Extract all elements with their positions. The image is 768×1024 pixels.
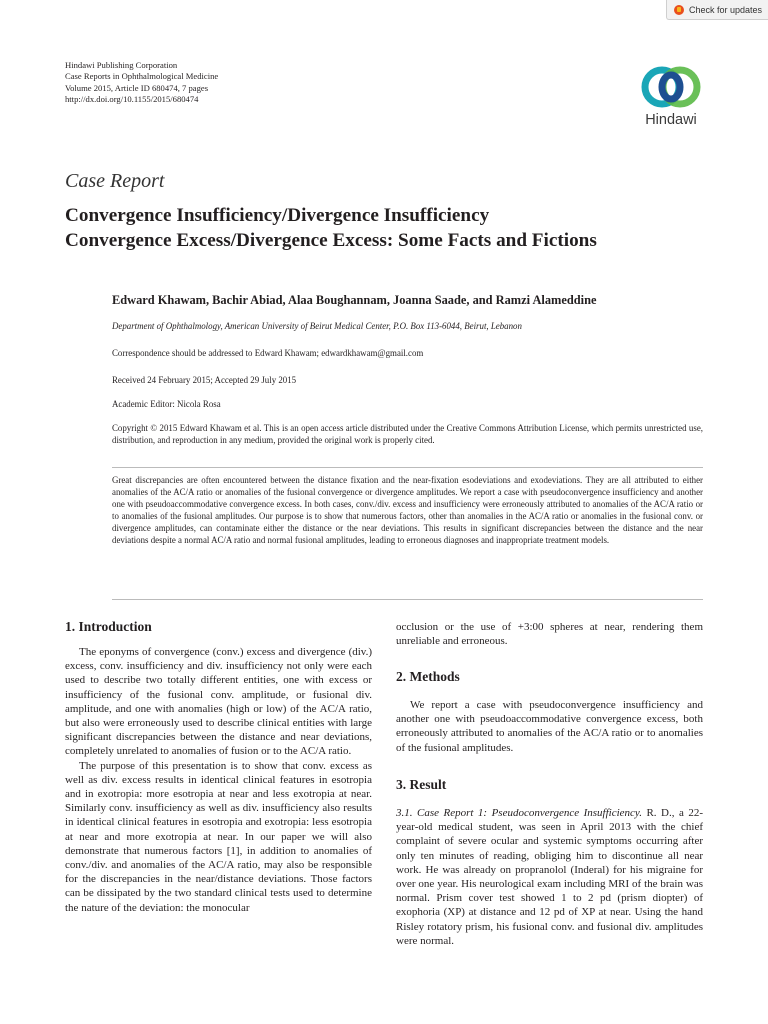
title-line-2: Convergence Excess/Divergence Excess: Some Facts and Fictions <box>65 230 597 251</box>
introduction-heading: 1. Introduction <box>65 619 152 634</box>
article-type: Case Report <box>65 170 165 192</box>
case-report-text: R. D., a 22-year-old medical student, was seen in April 2013 with the chief complaint of severe ocular and systemic symptoms occurring after only ten minutes of reading, obliging him to discontinue all near work. He was already on propranolol (Inderal) for his migraine for over one year. His neurological exam including MRI of the brain was normal. Prism cover test showed 1 to 2 pd (prism diopter) of exophoria (XP) at distance and 12 pd of XP at near. Using the hand Risley rotatory prism, his fusional conv. and fusional div. amplitudes were normal. <box>396 807 704 947</box>
doi-link[interactable]: http://dx.doi.org/10.1155/2015/680474 <box>65 94 199 105</box>
hindawi-logo <box>636 60 706 134</box>
journal-meta <box>65 60 218 106</box>
publisher: Hindawi Publishing Corporation <box>65 60 178 70</box>
abstract-divider-top <box>112 467 703 468</box>
logo-text: Hindawi <box>645 112 697 128</box>
introduction-body <box>65 645 372 915</box>
result-heading: 3. Result <box>396 777 447 792</box>
received-date: Received 24 February 2015; Accepted 29 July 2015 <box>112 375 297 385</box>
case-report-paragraph <box>396 806 703 948</box>
case-report-1 <box>396 806 703 948</box>
intro-continuation: occlusion or the use of +3:00 spheres at near, rendering them unreliable and erroneous. <box>396 621 703 648</box>
journal-name: Case Reports in Ophthalmological Medicine <box>65 71 219 82</box>
title-line-1: Convergence Insufficiency/Divergence Insufficiency <box>65 205 490 226</box>
methods-paragraph: We report a case with pseudoconvergence insufficiency and another one with pseudoaccommodative convergence excess, both erroneously attributed to anomalies of the AC/A ratio or to anomalies of the fusional amplitudes. <box>396 699 703 754</box>
intro-paragraph-1: The eponyms of convergence (conv.) excess and divergence (div.) excess, conv. insufficiency and div. insufficiency not only were each used to describe two totally different entities, one with excess or insufficiency of the fusional conv. amplitude, or fusional div. amplitude, and one with anomalies (high or low) of the AC/A ratio, but also were erroneously used to describe clinical entities with large significant discrepancies between the distance and near deviations, completely unrelated to anomalies of fusion or to the AC/A ratio. <box>65 646 372 758</box>
crossmark-icon <box>674 5 684 15</box>
methods-heading: 2. Methods <box>396 669 460 684</box>
abstract: Great discrepancies are often encountered between the distance fixation and the near-fixation esodeviations and exodeviations. They are all attributed to either anomalies of the AC/A ratio or anomalies of the fusional convergence or divergence amplitudes. We report a case with pseudoconvergence insufficiency and another one with pseudoaccommodative convergence excess. In both cases, conv./div. excess and insufficiency were erroneously attributed to anomalies of the AC/A ratio or to anomalies of the fusional amplitudes. Our purpose is to show that numerous factors, other than anomalies in the AC/A ratio or anomalies in the fusional conv. or divergence amplitudes, can contaminate either the distance or the near deviations. This results in significant discrepancies between the distance and the near deviations despite a normal AC/A ratio and normal fusional amplitudes, leading to erroneous diagnoses and inappropriate treatment models. <box>112 475 703 545</box>
authors: Edward Khawam, Bachir Abiad, Alaa Boughannam, Joanna Saade, and Ramzi Alameddine <box>112 293 597 307</box>
intro-paragraph-2: The purpose of this presentation is to show that conv. excess as well as div. excess results in identical clinical features in esotropia and in exotropia: more esotropia at near and less exotropia at near. Similarly conv. insufficiency as well as div. insufficiency also results in identical clinical features in esotropia and exotropia: less esotropia at near and more exotropia at near. In our paper we will also demonstrate that numerous factors [1], in addition to anomalies of conv./div. and anomalies of the AC/A ratio, may also be responsible for the discrepancies in the near/distance deviations. Those factors can be dissipated by the two standard clinical tests used to determine the nature of the deviation: the monocular <box>65 759 372 914</box>
check-for-updates-button[interactable] <box>666 0 768 20</box>
check-for-updates-label: Check for updates <box>689 4 763 15</box>
copyright: Copyright © 2015 Edward Khawam et al. This is an open access article distributed under the Creative Commons Attribution License, which permits unrestricted use, distribution, and reproduction in any medium, provided the original work is properly cited. <box>112 423 703 445</box>
article-title <box>65 203 725 253</box>
abstract-divider-bottom <box>112 599 703 600</box>
correspondence: Correspondence should be addressed to Edward Khawam; edwardkhawam@gmail.com <box>112 348 424 358</box>
hindawi-logo-icon <box>636 60 706 112</box>
methods-body <box>396 698 703 755</box>
affiliation: Department of Ophthalmology, American University of Beirut Medical Center, P.O. Box 113-6044, Beirut, Lebanon <box>112 321 522 331</box>
volume-info: Volume 2015, Article ID 680474, 7 pages <box>65 82 209 93</box>
case-report-subheading: 3.1. Case Report 1: Pseudoconvergence Insufficiency. <box>396 807 642 819</box>
academic-editor: Academic Editor: Nicola Rosa <box>112 399 221 409</box>
